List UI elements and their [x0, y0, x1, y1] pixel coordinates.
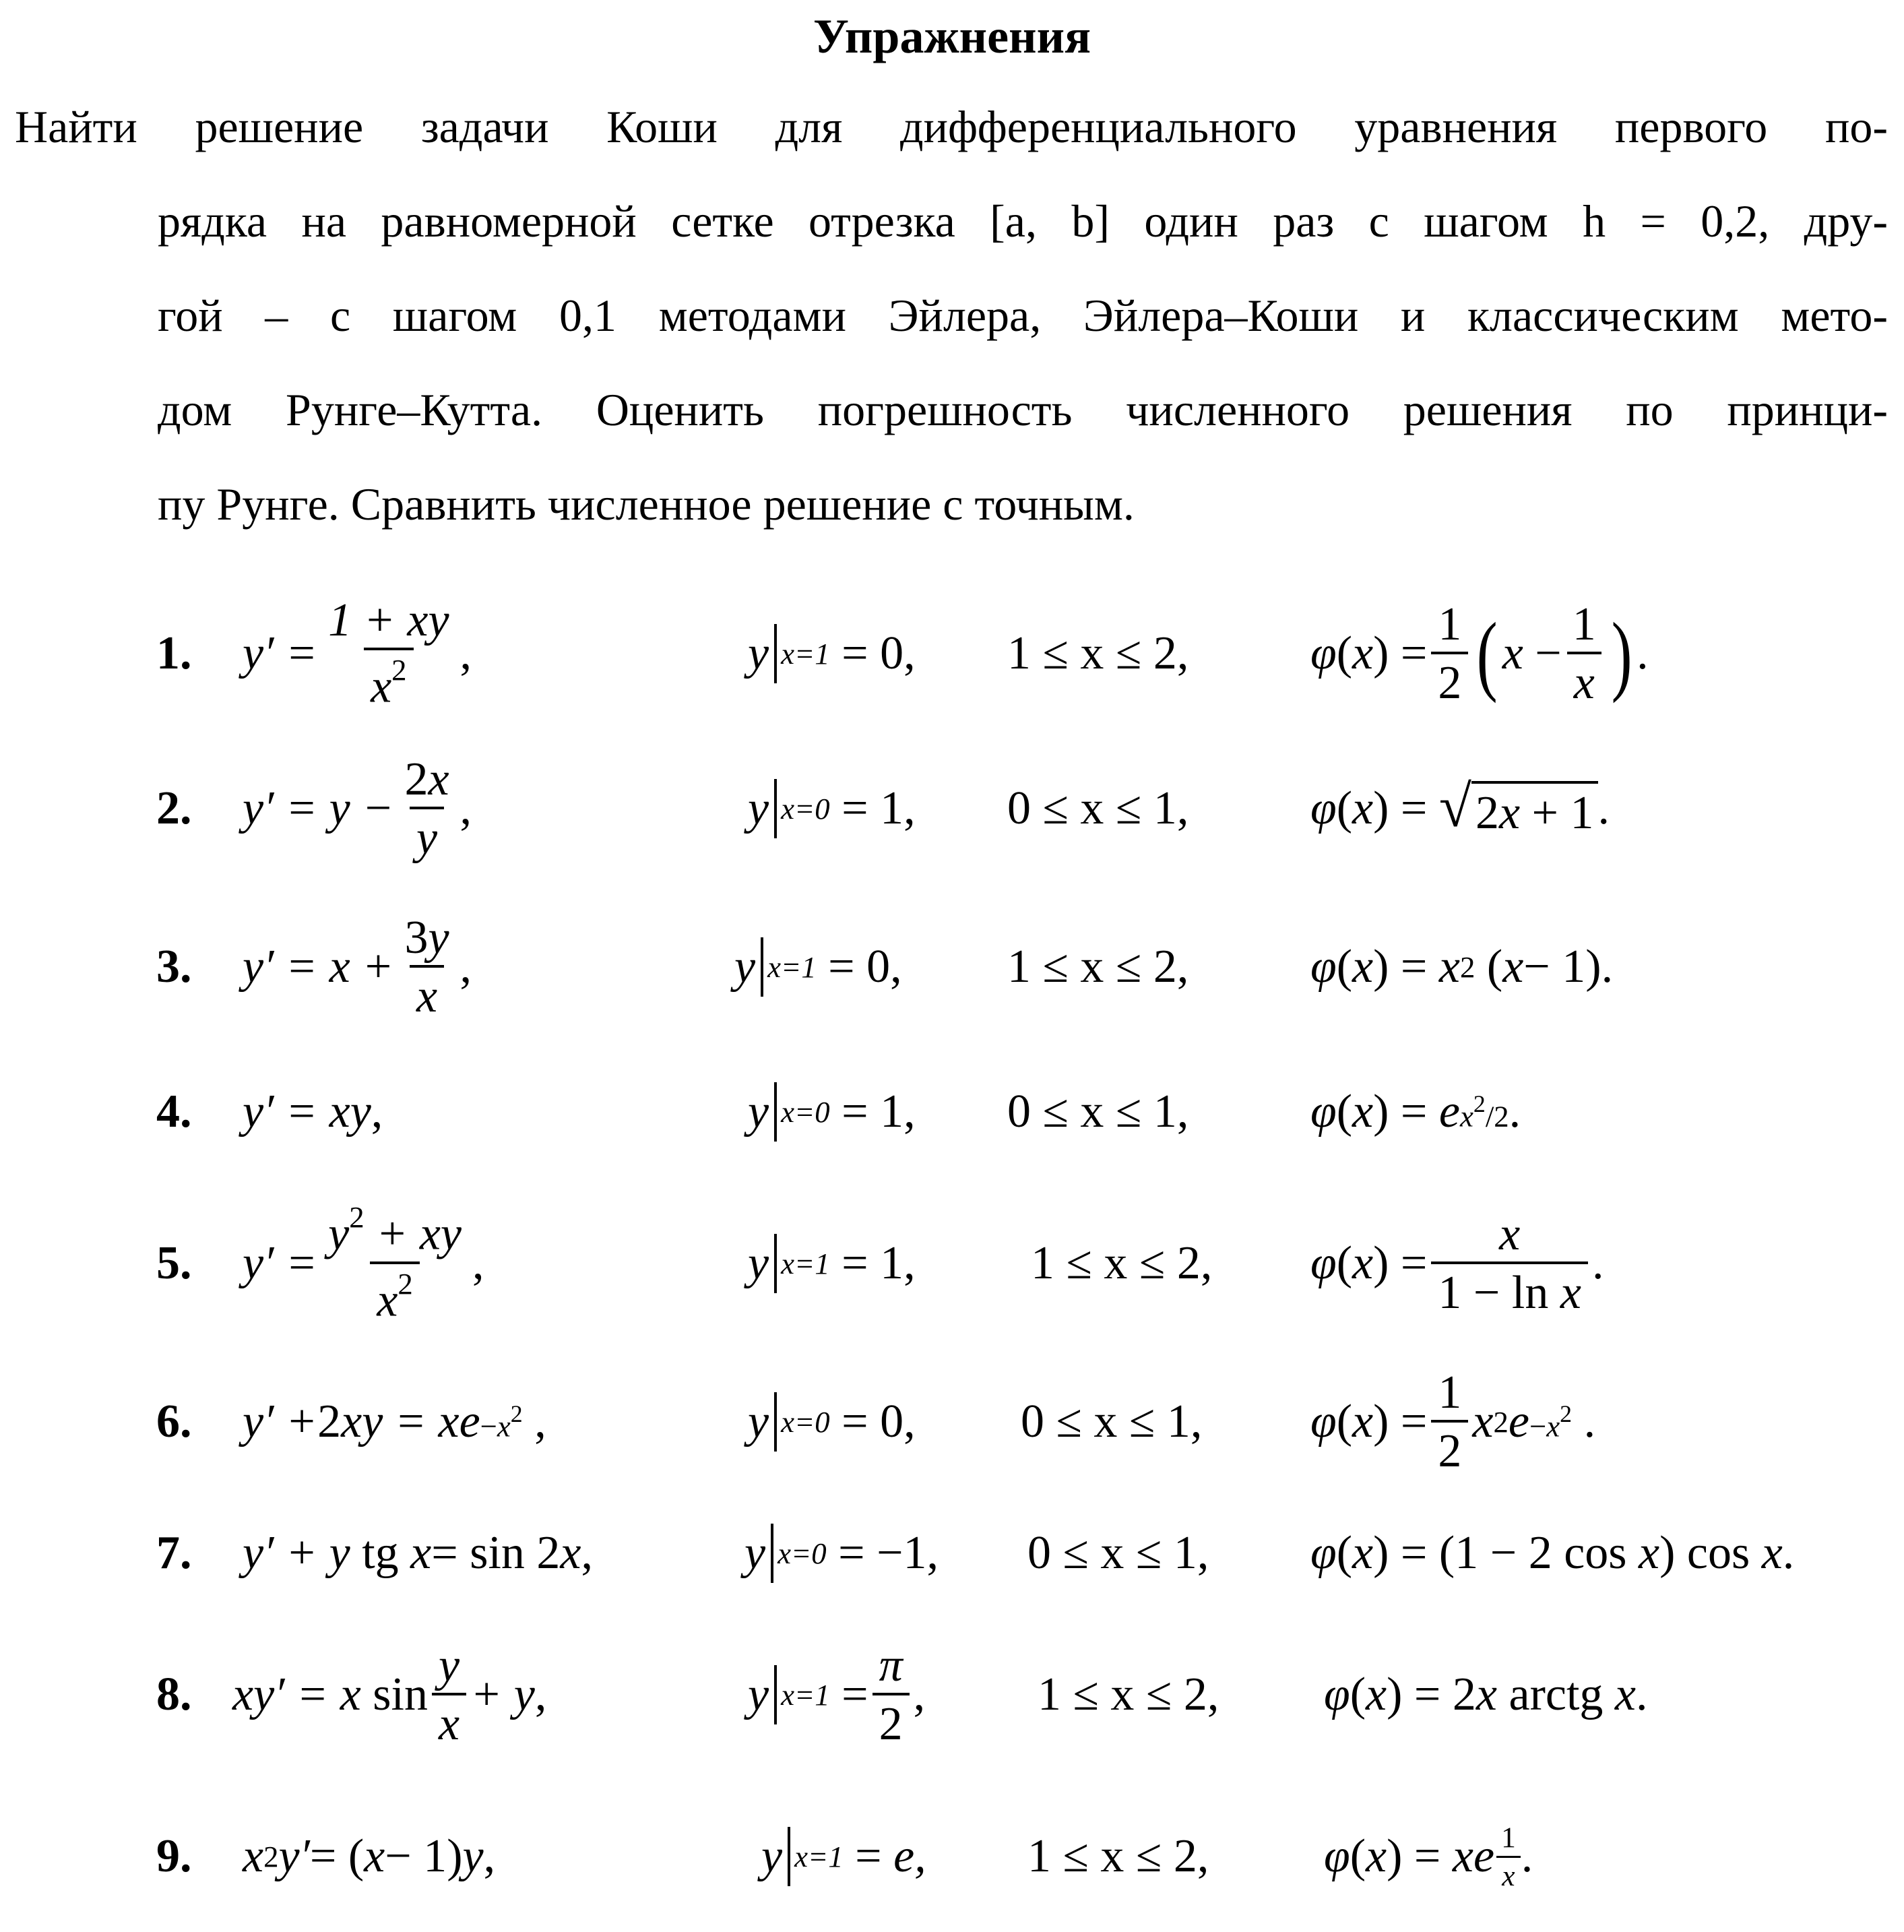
equation: y′ + 2 xy = xe $-x^2$ , — [243, 1396, 546, 1447]
exercise-3 — [0, 900, 1904, 1034]
initial-condition: y x=1 = 0, — [748, 586, 916, 721]
equation: xy′ = x sin $\frac{y}{x}$ + y , — [232, 1639, 547, 1750]
intro-line-3: гой – с шагом 0,1 методами Эйлера, Эйлера–Коши и классическим мето- — [158, 290, 1888, 341]
interval: 1 ≤ x ≤ 2, — [1038, 1669, 1219, 1720]
exact-solution: φ ( x ) = $\frac{1}{2}$ ( x − $\frac{1}{x}$ ) . — [1310, 598, 1649, 709]
exercise-number: 9. — [156, 1830, 192, 1882]
exact-solution: φ ( x ) = x 2 ( x − 1). — [1310, 941, 1614, 993]
interval: 1 ≤ x ≤ 2, — [1031, 1237, 1213, 1289]
equation: y′ = y − $\frac{2x}{y}$ , — [243, 753, 472, 864]
exercise-6 — [0, 1354, 1904, 1489]
intro-line-4: дом Рунге–Кутта. Оценить погрешность численного решения по принци- — [158, 384, 1888, 435]
initial-condition: y x=0 = −1, — [744, 1503, 939, 1604]
equation: y′ + y tg x = sin 2 x , — [243, 1527, 593, 1579]
initial-condition: y x=1 = 0, — [734, 900, 902, 1034]
exercise-9 — [0, 1786, 1904, 1927]
exact-solution: φ ( x ) = 2 x arctg x . — [1324, 1669, 1648, 1720]
initial-condition: y x=1 = $\frac{\pi}{2}$ , — [748, 1639, 926, 1750]
intro-line-1: Найти решение задачи Коши для дифференциального уравнения первого по- — [15, 101, 1888, 152]
exact-solution: φ ( x ) = √ 2x + 1 . — [1310, 774, 1610, 839]
equation: y′ = $\frac{1 + xy}{x^2}$ , — [243, 594, 472, 713]
equation: x 2 y′ = ( x − 1) y , — [243, 1830, 496, 1882]
interval: 1 ≤ x ≤ 2, — [1027, 1830, 1209, 1882]
interval: 1 ≤ x ≤ 2, — [1007, 627, 1189, 679]
equation: y′ = x + $\frac{3y}{x}$ , — [243, 911, 472, 1022]
interval: 0 ≤ x ≤ 1, — [1021, 1396, 1203, 1447]
exercise-number: 6. — [156, 1396, 192, 1447]
initial-condition: y x=1 = e, — [761, 1786, 926, 1927]
exercise-number: 5. — [156, 1237, 192, 1289]
exercise-number: 7. — [156, 1527, 192, 1579]
exercise-number: 8. — [156, 1669, 192, 1720]
intro-line-5: пу Рунге. Сравнить численное решение с точным. — [158, 478, 1135, 530]
exercise-number: 3. — [156, 941, 192, 993]
exact-solution: φ ( x ) = xe $\frac{1}{x}$ . — [1324, 1821, 1533, 1892]
intro-line-2: рядка на равномерной сетке отрезка [a, b] один раз с шагом h = 0,2, дру- — [158, 195, 1888, 247]
interval: 1 ≤ x ≤ 2, — [1007, 941, 1189, 993]
exact-solution: φ ( x ) = e $x^2/2$ . — [1310, 1086, 1521, 1138]
interval: 0 ≤ x ≤ 1, — [1007, 1086, 1189, 1138]
exercise-number: 4. — [156, 1086, 192, 1138]
exercise-1 — [0, 586, 1904, 721]
interval: 0 ≤ x ≤ 1, — [1027, 1527, 1209, 1579]
exercise-number: 1. — [156, 627, 192, 679]
initial-condition: y x=0 = 1, — [748, 741, 916, 876]
initial-condition: y x=0 = 1, — [748, 1051, 916, 1173]
initial-condition: y x=1 = 1, — [748, 1193, 916, 1334]
exercise-5 — [0, 1193, 1904, 1334]
exercise-7 — [0, 1503, 1904, 1604]
initial-condition: y x=0 = 0, — [748, 1354, 916, 1489]
exact-solution: φ ( x ) = $\frac{1}{2}$ x 2 e $-x^2$ . — [1310, 1366, 1596, 1477]
page-title: Упражнения — [813, 9, 1091, 63]
exact-solution: φ ( x ) = $\frac{x}{\text{1 − ln x}}$ . — [1310, 1208, 1604, 1319]
exercise-2 — [0, 741, 1904, 876]
exercise-number: 2. — [156, 782, 192, 834]
equation: y′ = xy , — [243, 1086, 383, 1138]
exercise-4 — [0, 1051, 1904, 1173]
exercise-8 — [0, 1627, 1904, 1762]
equation: y′ = $\frac{y^2 + xy}{x^2}$ , — [243, 1200, 484, 1327]
exact-solution: φ ( x ) = (1 − 2 cos x ) cos x . — [1310, 1527, 1795, 1579]
interval: 0 ≤ x ≤ 1, — [1007, 782, 1189, 834]
